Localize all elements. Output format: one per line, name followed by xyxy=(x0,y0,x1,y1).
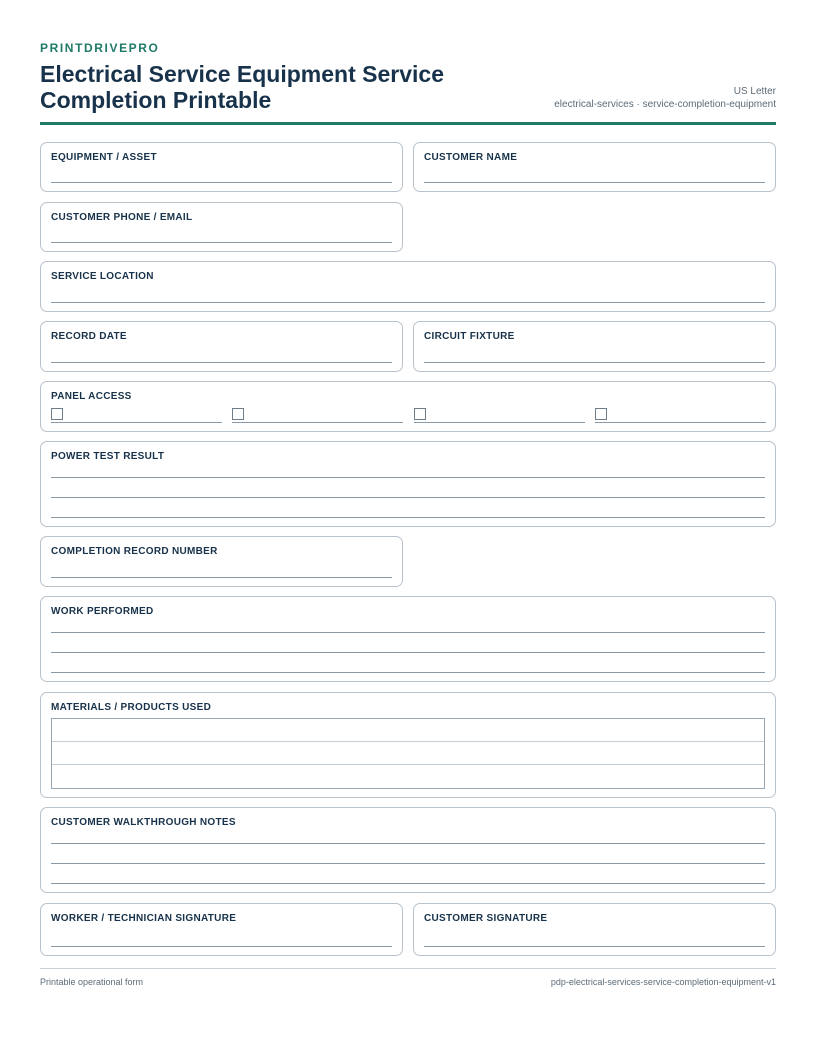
customer-contact-field xyxy=(40,202,403,252)
write-line[interactable] xyxy=(51,883,765,884)
signature-line[interactable] xyxy=(424,946,765,947)
write-line[interactable] xyxy=(424,362,765,363)
write-line[interactable] xyxy=(51,302,765,303)
customer-name-field xyxy=(413,142,776,192)
field-label: CUSTOMER WALKTHROUGH NOTES xyxy=(51,817,236,828)
technician-signature-field xyxy=(40,903,403,956)
write-line[interactable] xyxy=(51,672,765,673)
write-line[interactable] xyxy=(51,362,392,363)
write-line[interactable] xyxy=(51,477,765,478)
write-line[interactable] xyxy=(51,242,392,243)
field-label: CUSTOMER PHONE / EMAIL xyxy=(51,212,193,223)
form-page xyxy=(40,0,776,1056)
paper-size: US Letter xyxy=(733,86,776,97)
checkbox[interactable] xyxy=(51,408,63,420)
panel-access-option-3[interactable] xyxy=(414,406,585,423)
signature-line[interactable] xyxy=(51,946,392,947)
field-label: WORKER / TECHNICIAN SIGNATURE xyxy=(51,913,237,924)
materials-table xyxy=(51,718,765,789)
write-line[interactable] xyxy=(51,652,765,653)
page-title: Electrical Service Equipment Service Completion Printable xyxy=(40,61,444,113)
record-date-field xyxy=(40,321,403,372)
field-label: PANEL ACCESS xyxy=(51,391,132,402)
field-label: POWER TEST RESULT xyxy=(51,451,165,462)
footer-left: Printable operational form xyxy=(40,977,144,987)
power-test-result-field xyxy=(40,441,776,527)
service-location-field xyxy=(40,261,776,312)
equipment-asset-field xyxy=(40,142,403,192)
write-line[interactable] xyxy=(51,632,765,633)
write-line[interactable] xyxy=(51,577,392,578)
footer-divider xyxy=(40,968,776,969)
table-row[interactable] xyxy=(52,719,764,742)
field-label: CUSTOMER SIGNATURE xyxy=(424,913,548,924)
write-line[interactable] xyxy=(424,182,765,183)
footer-right: pdp-electrical-services-service-completion-equipment-v1 xyxy=(550,977,776,987)
write-line[interactable] xyxy=(51,182,392,183)
field-label: SERVICE LOCATION xyxy=(51,271,154,282)
write-line[interactable] xyxy=(51,517,765,518)
panel-access-option-1[interactable] xyxy=(51,406,222,423)
field-label: WORK PERFORMED xyxy=(51,606,154,617)
customer-signature-field xyxy=(413,903,776,956)
write-line[interactable] xyxy=(51,497,765,498)
header-rule xyxy=(40,122,776,125)
checkbox[interactable] xyxy=(232,408,244,420)
document-slug: electrical-services · service-completion-equipment xyxy=(554,99,776,110)
walkthrough-notes-field xyxy=(40,807,776,893)
field-label: RECORD DATE xyxy=(51,331,127,342)
field-label: CIRCUIT FIXTURE xyxy=(424,331,515,342)
document-meta xyxy=(554,85,776,111)
write-line[interactable] xyxy=(51,863,765,864)
panel-access-option-4[interactable] xyxy=(595,406,766,423)
write-line[interactable] xyxy=(51,843,765,844)
circuit-fixture-field xyxy=(413,321,776,372)
brand-name: PRINTDRIVEPRO xyxy=(40,41,160,55)
field-label: MATERIALS / PRODUCTS USED xyxy=(51,702,212,713)
completion-record-number-field xyxy=(40,536,403,587)
table-row[interactable] xyxy=(52,742,764,765)
panel-access-option-2[interactable] xyxy=(232,406,403,423)
field-label: CUSTOMER NAME xyxy=(424,152,518,163)
table-row[interactable] xyxy=(52,765,764,788)
work-performed-field xyxy=(40,596,776,682)
panel-access-field xyxy=(40,381,776,432)
checkbox[interactable] xyxy=(414,408,426,420)
field-label: COMPLETION RECORD NUMBER xyxy=(51,546,218,557)
checkbox[interactable] xyxy=(595,408,607,420)
materials-used-field xyxy=(40,692,776,798)
field-label: EQUIPMENT / ASSET xyxy=(51,152,157,163)
